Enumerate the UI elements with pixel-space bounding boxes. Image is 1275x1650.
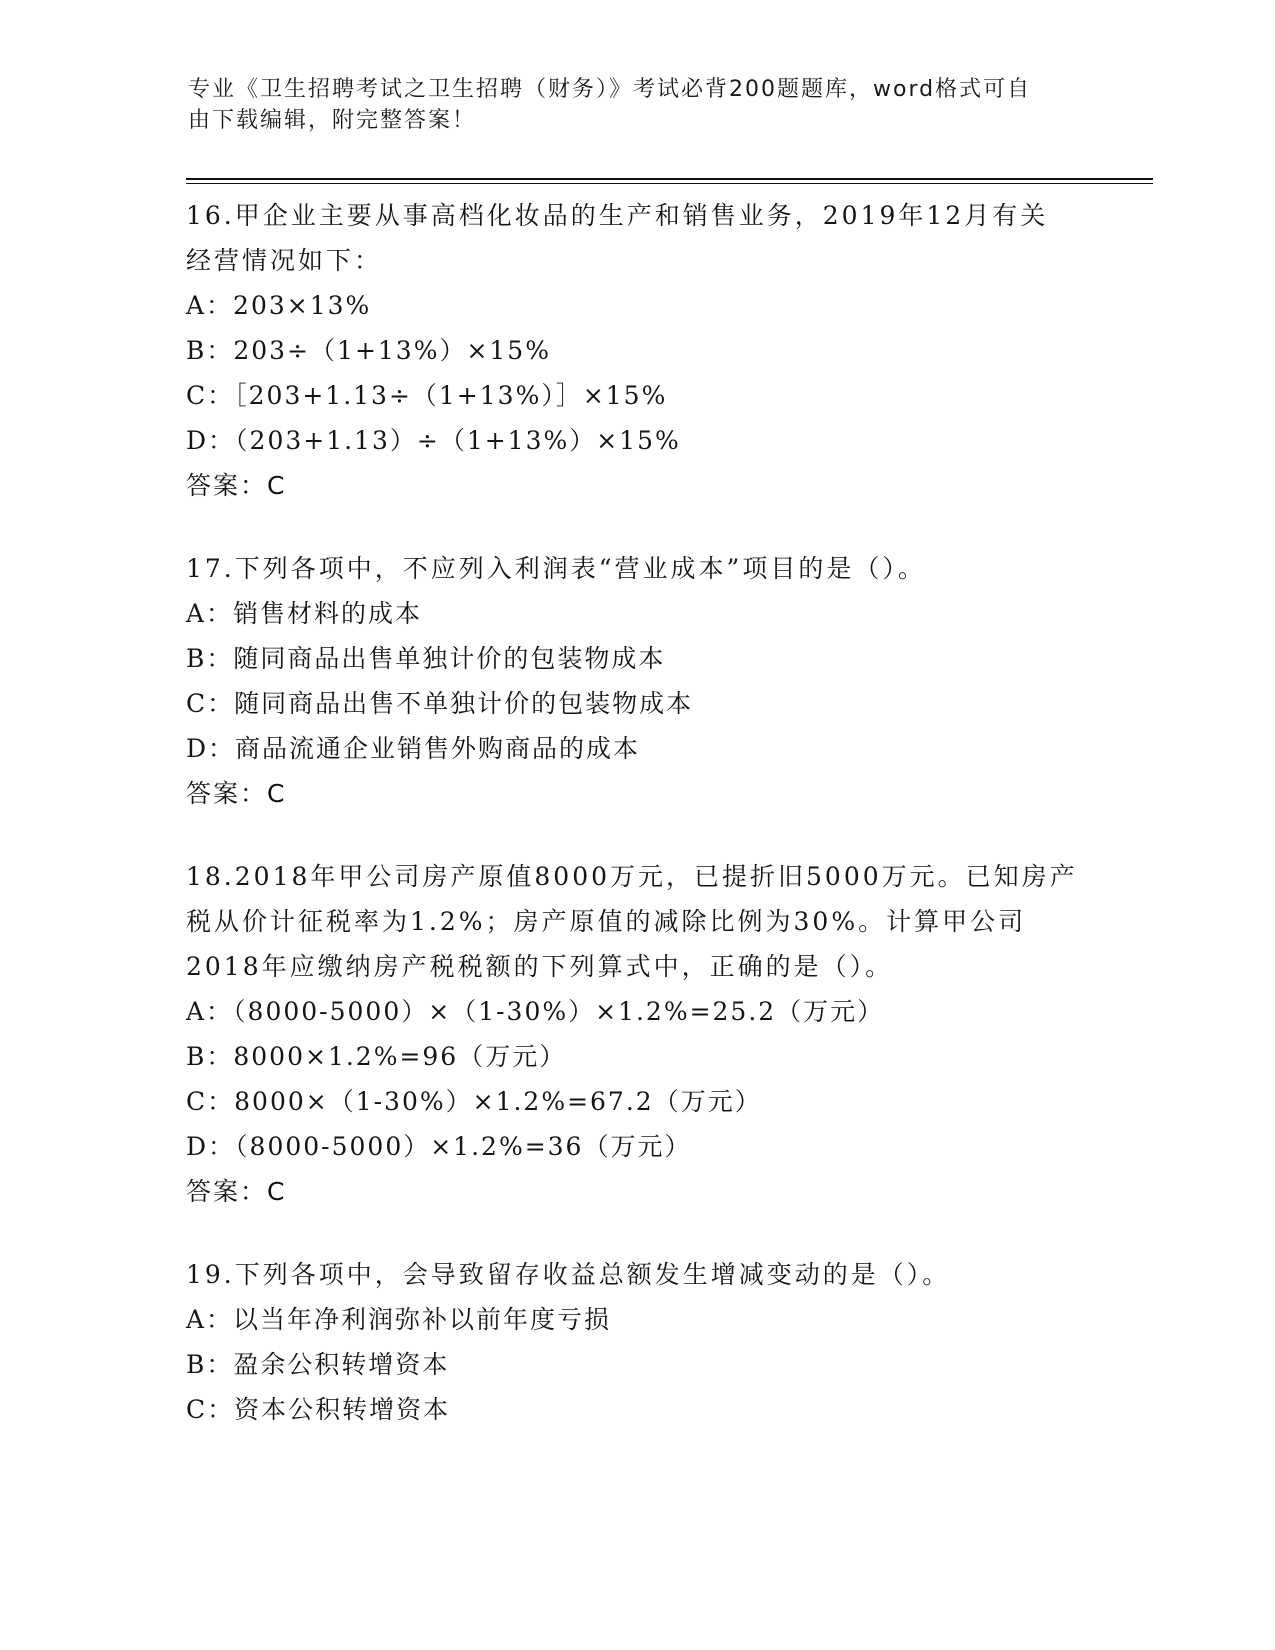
option-b: B：盈余公积转增资本 [186,1350,450,1379]
option-c: C：资本公积转增资本 [186,1395,451,1424]
question-stem-line: 16.甲企业主要从事高档化妆品的生产和销售业务，2019年12月有关 [186,201,1049,230]
question-stem-line: 经营情况如下： [186,246,383,275]
header-divider-thin [186,183,1153,184]
document-header [188,74,1078,136]
question-19 [186,1252,1086,1432]
question-stem-line: 18.2018年甲公司房产原值8000万元，已提折旧5000万元。已知房产 [186,862,1078,891]
option-d: D：（8000-5000）×1.2%=36（万元） [186,1132,692,1161]
answer-line: 答案：C [186,471,287,500]
header-divider-thick [186,178,1153,180]
option-a: A：203×13% [186,291,372,320]
option-c: C：［203+1.13÷（1+13%）］×15% [186,381,668,410]
header-line-1: 专业《卫生招聘考试之卫生招聘（财务）》考试必背200题题库，word格式可自 [188,77,1032,102]
question-16 [186,193,1086,508]
question-stem-line: 19.下列各项中，会导致留存收益总额发生增减变动的是（）。 [186,1260,951,1289]
option-d: D：（203+1.13）÷（1+13%）×15% [186,426,681,455]
option-a: A：以当年净利润弥补以前年度亏损 [186,1305,612,1334]
answer-line: 答案：C [186,1177,287,1206]
question-17 [186,546,1086,816]
question-list [186,193,1086,1470]
header-line-2: 由下载编辑，附完整答案！ [188,108,477,133]
question-18 [186,854,1086,1214]
option-c: C：8000×（1-30%）×1.2%=67.2（万元） [186,1087,762,1116]
option-b: B：8000×1.2%=96（万元） [186,1042,567,1071]
answer-line: 答案：C [186,779,287,808]
option-a: A：（8000-5000）×（1-30%）×1.2%=25.2（万元） [186,997,885,1026]
option-c: C：随同商品出售不单独计价的包装物成本 [186,689,694,718]
question-stem-line: 17.下列各项中，不应列入利润表“营业成本”项目的是（）。 [186,554,926,583]
option-d: D：商品流通企业销售外购商品的成本 [186,734,641,763]
question-stem-line: 税从价计征税率为1.2%；房产原值的减除比例为30%。计算甲公司 [186,907,1027,936]
question-stem-line: 2018年应缴纳房产税税额的下列算式中，正确的是（）。 [186,952,894,981]
option-b: B：203÷（1+13%）×15% [186,336,551,365]
option-a: A：销售材料的成本 [186,599,423,628]
option-b: B：随同商品出售单独计价的包装物成本 [186,644,666,673]
